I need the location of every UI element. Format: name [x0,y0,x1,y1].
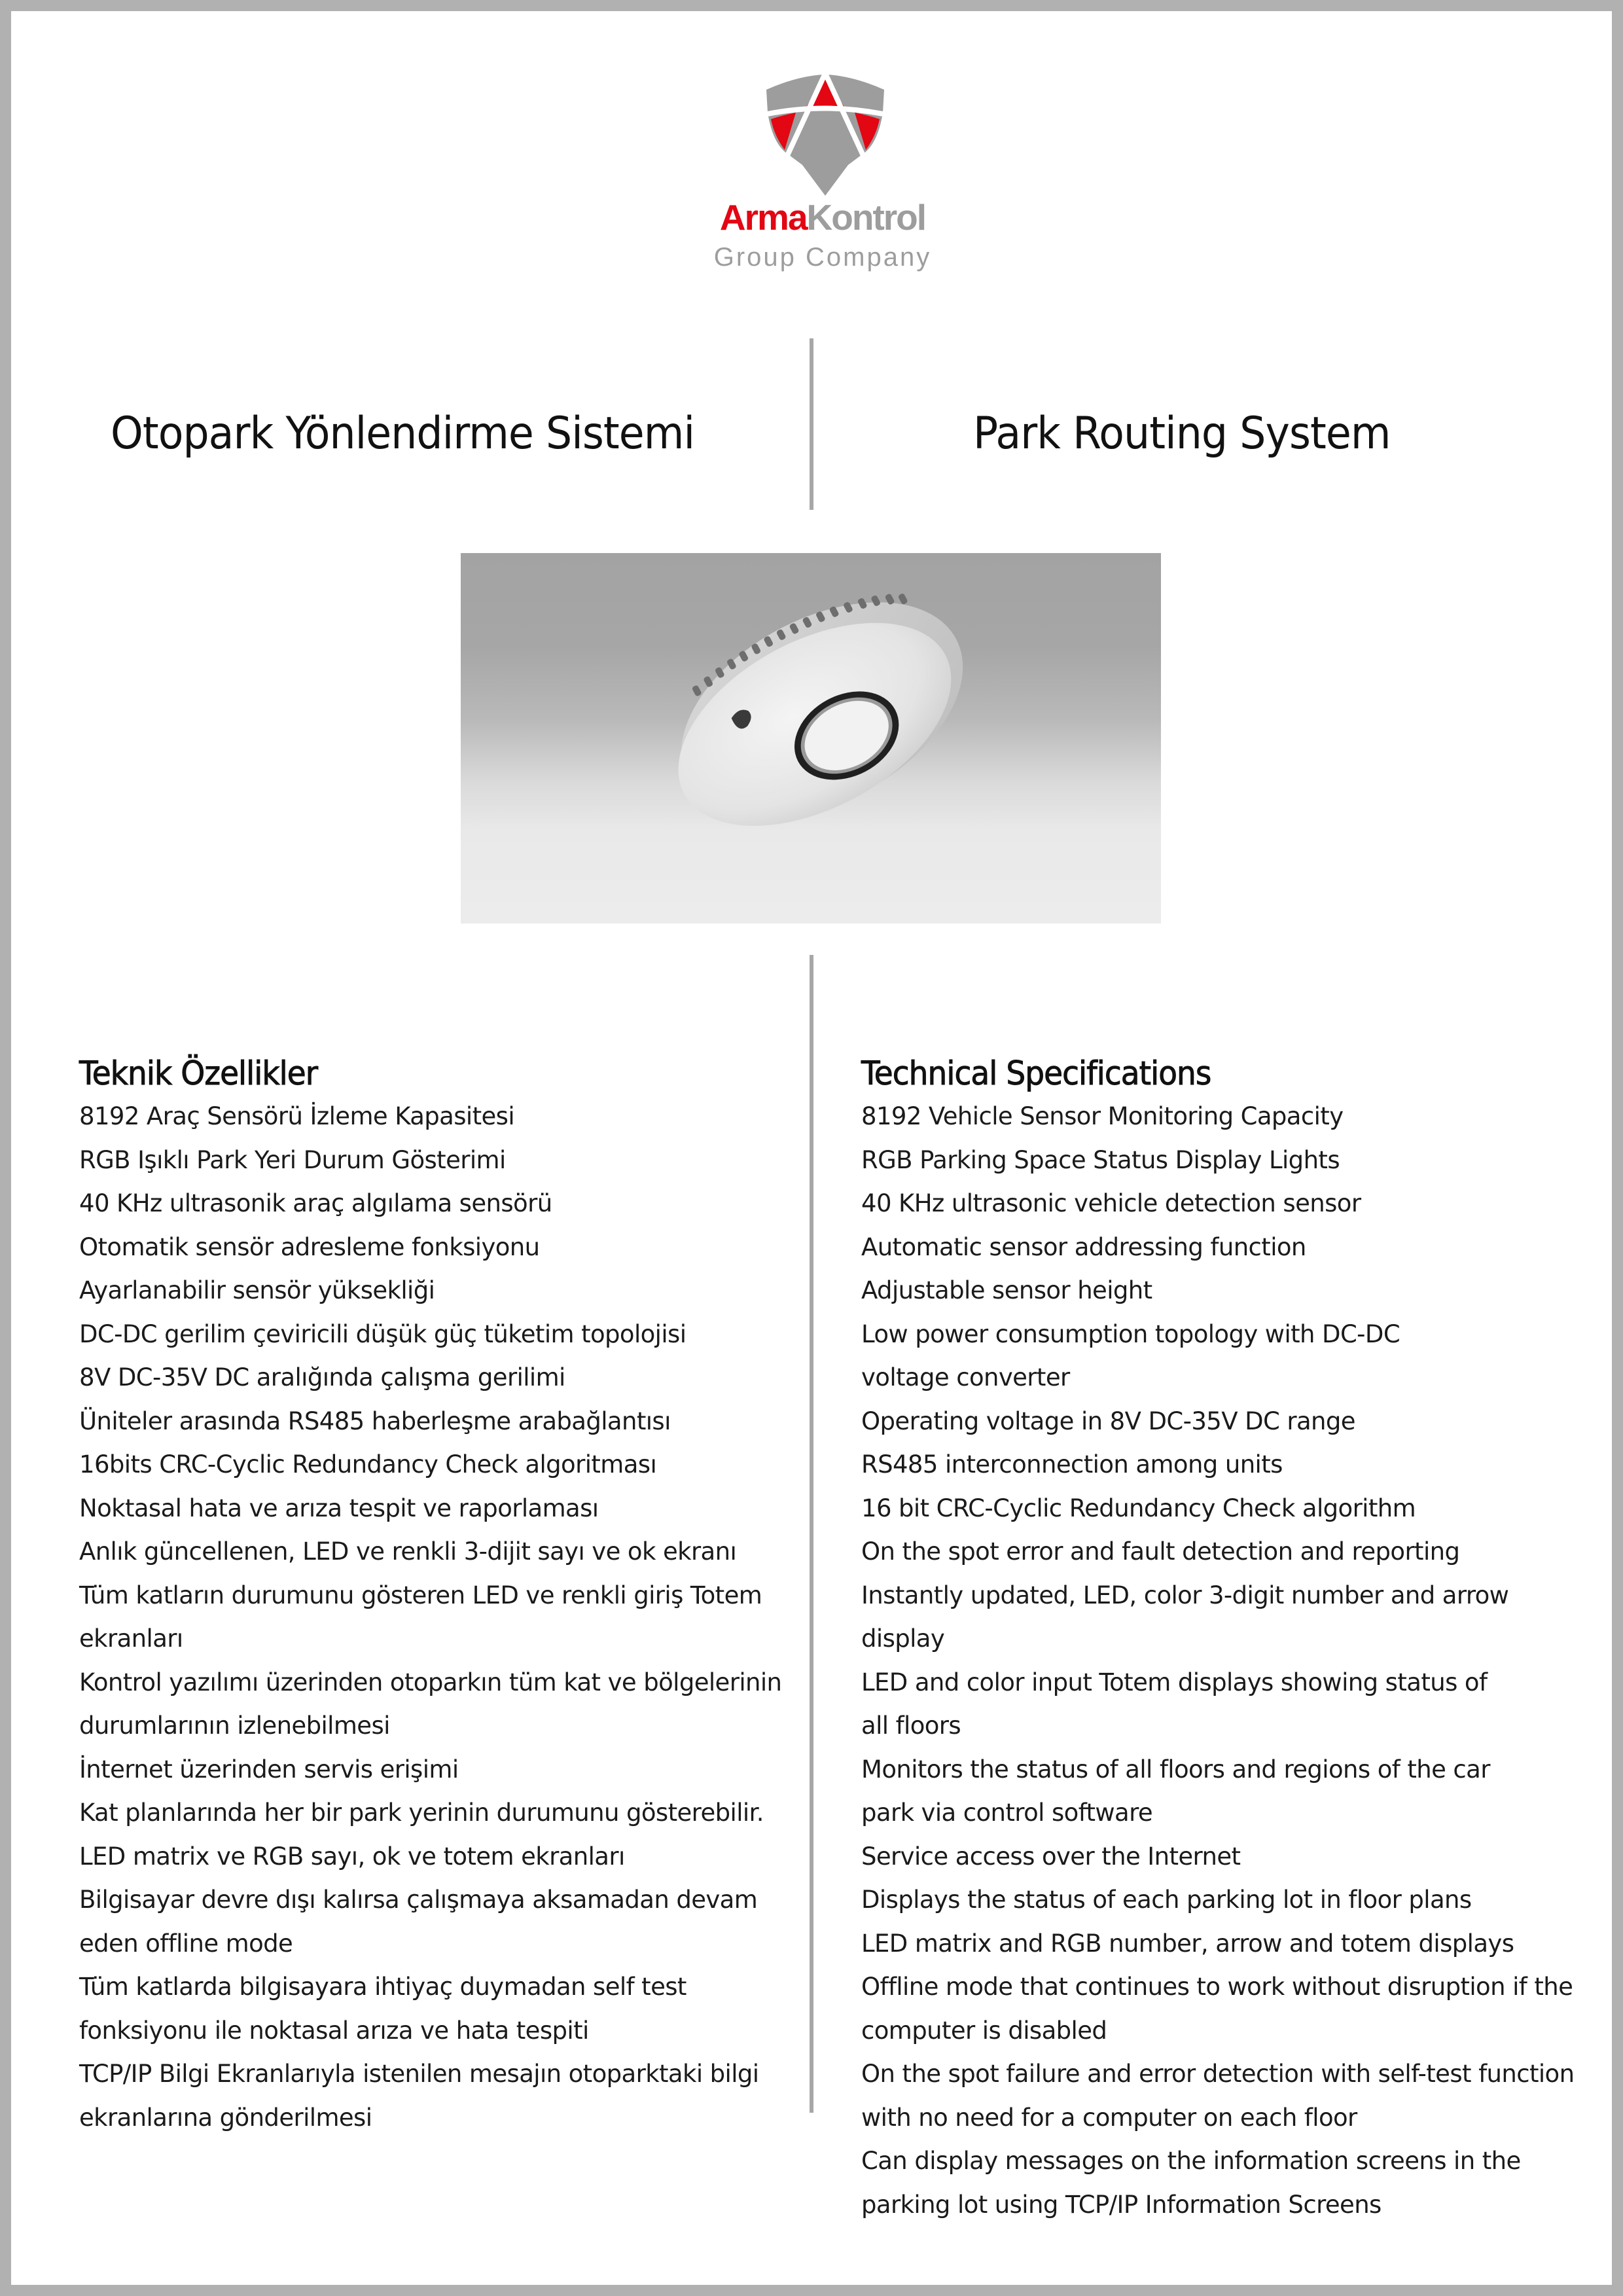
spec-line: ekranlarına gönderilmesi [79,2103,372,2132]
spec-line: Instantly updated, LED, color 3-digit number and arrow [861,1581,1509,1609]
spec-line: İnternet üzerinden servis erişimi [79,1755,459,1784]
spec-line: Displays the status of each parking lot in floor plans [861,1886,1472,1914]
brand-subtitle: Group Company [713,243,932,272]
spec-line: On the spot failure and error detection with self-test function [861,2060,1575,2088]
spec-line: LED matrix ve RGB sayı, ok ve totem ekranları [79,1842,625,1871]
page-title-turkish: Otopark Yönlendirme Sistemi [111,408,695,459]
specs-list-turkish [79,1095,812,2140]
spec-line: Otomatik sensör adresleme fonksiyonu [79,1232,540,1261]
spec-line: Bilgisayar devre dışı kalırsa çalışmaya aksamadan devam [79,1886,758,1914]
spec-line: Noktasal hata ve arıza tespit ve raporlaması [79,1494,599,1522]
spec-line: Tüm katlarda bilgisayara ihtiyaç duymadan self test [79,1973,687,2001]
brand-name [711,197,934,238]
spec-line: RGB Parking Space Status Display Lights [861,1145,1340,1174]
spec-line: Ayarlanabilir sensör yüksekliği [79,1276,435,1304]
spec-line: eden offline mode [79,1929,293,1958]
page-title-english: Park Routing System [973,408,1391,459]
spec-line: 16 bit CRC-Cyclic Redundancy Check algorithm [861,1494,1416,1522]
spec-line: 40 KHz ultrasonic vehicle detection sensor [861,1189,1361,1217]
spec-line: durumlarının izlenebilmesi [79,1712,390,1740]
specs-heading-turkish: Teknik Özellikler [79,1054,318,1092]
spec-line: Automatic sensor addressing function [861,1232,1306,1261]
specs-turkish [79,1052,812,2140]
brand-name-kontrol: Kontrol [806,197,926,238]
document-page [11,11,1612,2285]
spec-line: voltage converter [861,1363,1070,1391]
spec-line: 8192 Vehicle Sensor Monitoring Capacity [861,1102,1344,1130]
spec-line: computer is disabled [861,2016,1107,2045]
specs-english [861,1052,1601,2227]
company-logo [711,62,934,285]
spec-line: park via control software [861,1799,1153,1827]
specs-heading-english: Technical Specifications [861,1054,1211,1092]
spec-line: TCP/IP Bilgi Ekranlarıyla istenilen mesajın otoparktaki bilgi [79,2060,759,2088]
spec-line: Offline mode that continues to work without disruption if the [861,1973,1573,2001]
spec-line: Kontrol yazılımı üzerinden otoparkın tüm kat ve bölgelerinin [79,1668,782,1696]
specs-list-english [861,1095,1601,2227]
spec-line: with no need for a computer on each floor [861,2103,1357,2132]
spec-line: 16bits CRC-Cyclic Redundancy Check algoritması [79,1450,657,1479]
brand-name-arma: Arma [719,197,807,238]
product-image [461,553,1161,924]
spec-line: 8V DC-35V DC aralığında çalışma gerilimi [79,1363,565,1391]
spec-line: 40 KHz ultrasonik araç algılama sensörü [79,1189,552,1217]
spec-line: Monitors the status of all floors and regions of the car [861,1755,1490,1784]
spec-line: Operating voltage in 8V DC-35V DC range [861,1407,1355,1435]
spec-line: parking lot using TCP/IP Information Screens [861,2190,1382,2219]
shield-a-logo-icon [766,73,884,196]
spec-line: RGB Işıklı Park Yeri Durum Gösterimi [79,1145,506,1174]
spec-line: On the spot error and fault detection and reporting [861,1537,1460,1566]
spec-line: display [861,1624,945,1653]
spec-line: Üniteler arasında RS485 haberleşme arabağlantısı [79,1407,671,1435]
spec-line: Service access over the Internet [861,1842,1241,1871]
spec-line: LED and color input Totem displays showing status of [861,1668,1488,1696]
spec-line: Anlık güncellenen, LED ve renkli 3-dijit sayı ve ok ekranı [79,1537,737,1566]
title-divider [810,338,813,510]
spec-line: Tüm katların durumunu gösteren LED ve renkli giriş Totem [79,1581,762,1609]
spec-line: RS485 interconnection among units [861,1450,1283,1479]
spec-line: 8192 Araç Sensörü İzleme Kapasitesi [79,1102,515,1130]
spec-line: Adjustable sensor height [861,1276,1152,1304]
spec-line: Low power consumption topology with DC-DC [861,1319,1400,1348]
spec-line: Kat planlarında her bir park yerinin durumunu gösterebilir. [79,1799,764,1827]
spec-line: DC-DC gerilim çeviricili düşük güç tüketim topolojisi [79,1319,687,1348]
spec-line: LED matrix and RGB number, arrow and totem displays [861,1929,1514,1958]
spec-line: ekranları [79,1624,183,1653]
spec-line: Can display messages on the information screens in the [861,2147,1521,2175]
parking-sensor-image [461,553,1161,924]
spec-line: fonksiyonu ile noktasal arıza ve hata tespiti [79,2016,589,2045]
spec-line: all floors [861,1712,961,1740]
